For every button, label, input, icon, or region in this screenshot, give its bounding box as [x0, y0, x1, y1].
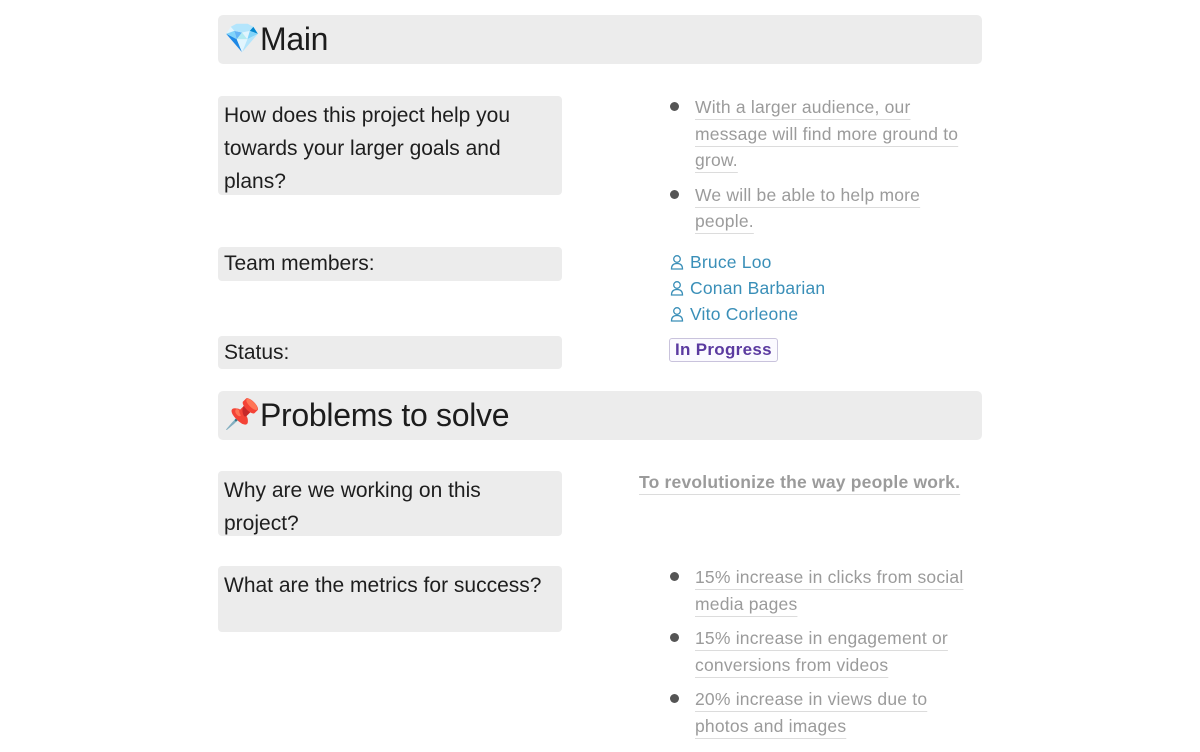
- goals-question: How does this project help you towards your larger goals and plans?: [218, 96, 562, 195]
- person-icon: [670, 306, 684, 322]
- why-question: Why are we working on this project?: [218, 471, 562, 536]
- team-members-label: Team members:: [218, 247, 562, 281]
- metrics-list: [668, 564, 978, 747]
- status-badge[interactable]: In Progress: [669, 338, 778, 362]
- list-item: [668, 564, 978, 617]
- section-header-problems: [218, 391, 982, 440]
- team-members-list: [670, 249, 825, 327]
- person-icon: [670, 280, 684, 296]
- metric-text[interactable]: 15% increase in clicks from social media pages: [695, 567, 964, 614]
- gem-icon: 💎: [224, 23, 261, 55]
- person-mention[interactable]: [670, 249, 825, 275]
- list-item: [668, 686, 978, 739]
- goals-answer-text[interactable]: We will be able to help more people.: [695, 184, 921, 231]
- person-mention[interactable]: [670, 301, 825, 327]
- person-icon: [670, 254, 684, 270]
- section-header-main: [218, 15, 982, 64]
- person-mention[interactable]: [670, 275, 825, 301]
- list-item: [668, 94, 978, 174]
- list-item: [668, 625, 978, 678]
- pushpin-icon: 📌: [224, 399, 261, 431]
- person-name: Conan Barbarian: [690, 277, 826, 298]
- section-title-main: Main: [260, 21, 329, 57]
- person-name: Vito Corleone: [690, 303, 799, 324]
- metric-text[interactable]: 15% increase in engagement or conversions from videos: [695, 628, 948, 675]
- goals-answer-text[interactable]: With a larger audience, our message will find more ground to grow.: [695, 97, 959, 170]
- metrics-question: What are the metrics for success?: [218, 566, 562, 632]
- list-item: [668, 182, 978, 235]
- section-title-problems: Problems to solve: [260, 397, 510, 433]
- metric-text[interactable]: 20% increase in views due to photos and images: [695, 689, 928, 736]
- person-name: Bruce Loo: [690, 251, 772, 272]
- goals-answer-list: [668, 94, 978, 243]
- status-label: Status:: [218, 336, 562, 369]
- why-answer[interactable]: To revolutionize the way people work.: [639, 472, 961, 492]
